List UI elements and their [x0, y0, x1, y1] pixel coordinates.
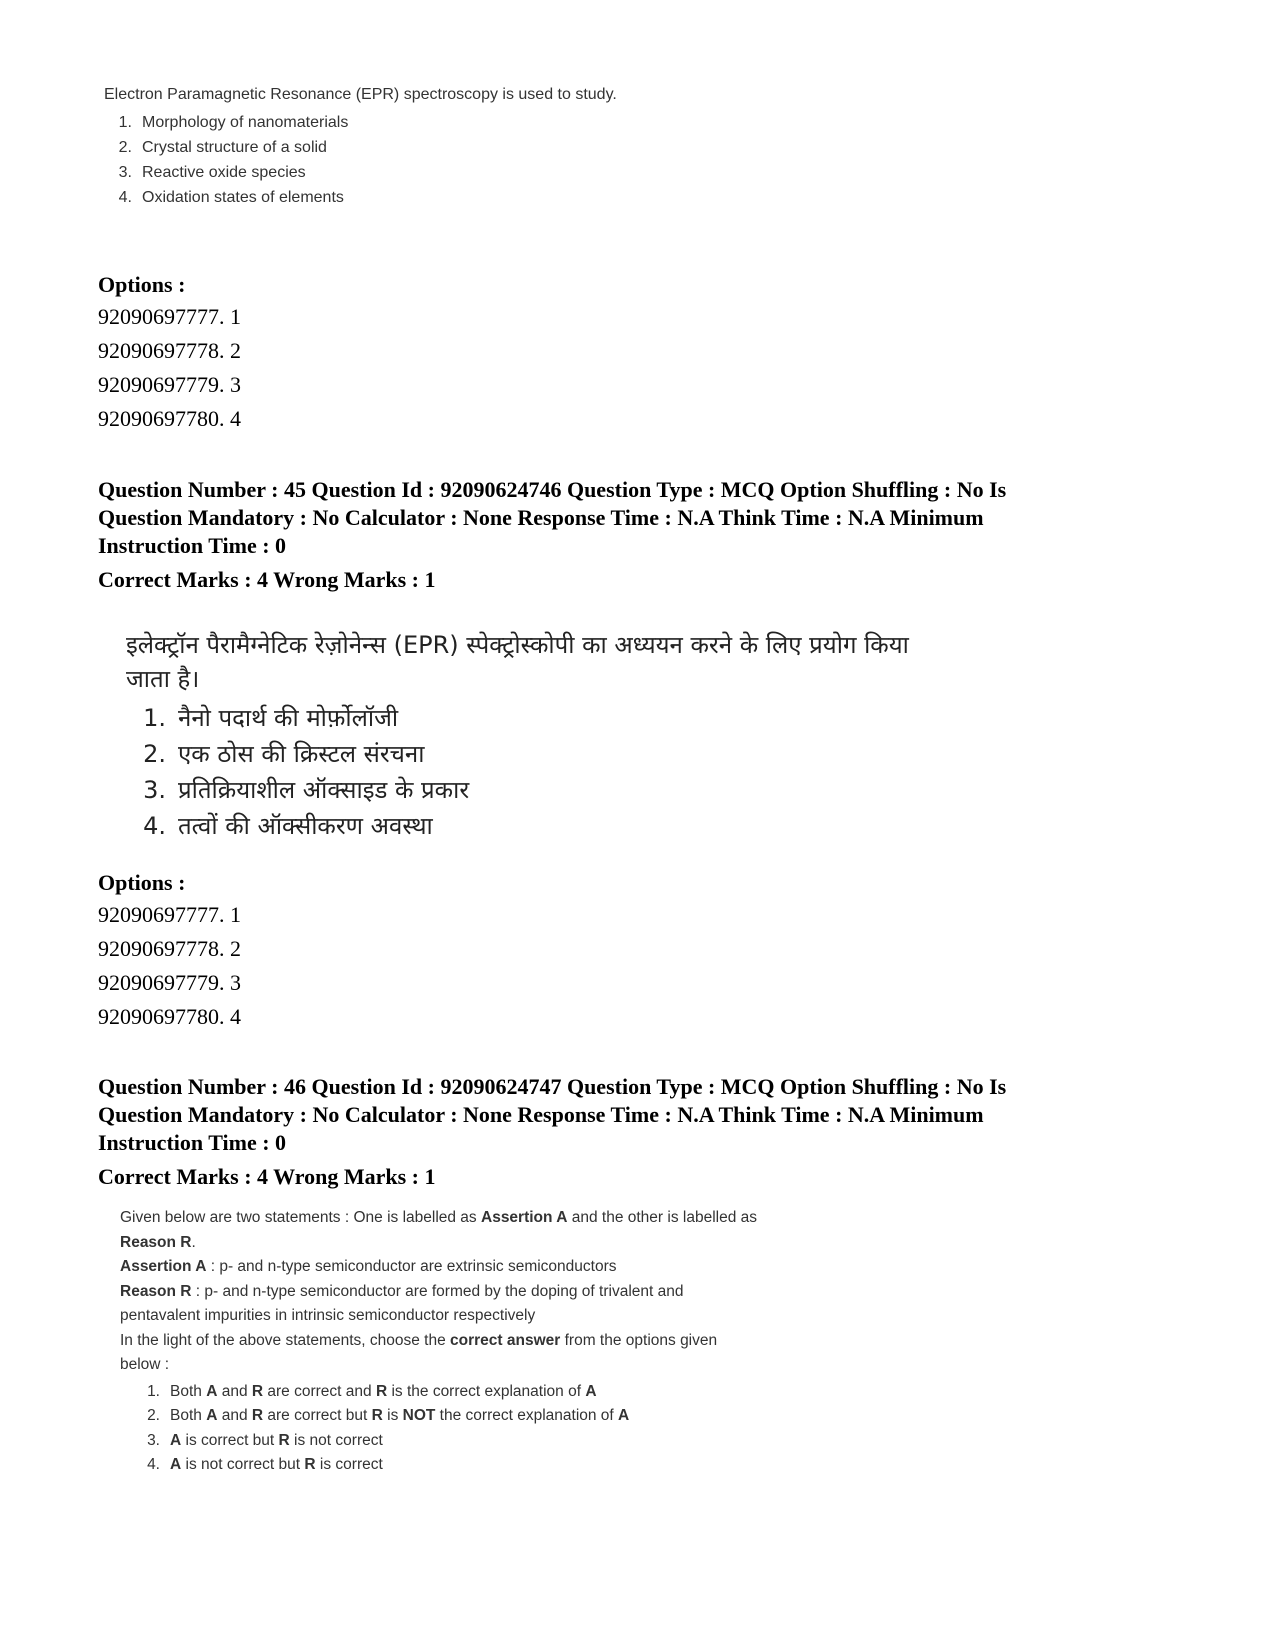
- question-stem: Electron Paramagnetic Resonance (EPR) spectroscopy is used to study.: [104, 86, 617, 103]
- choice-item: 3. प्रतिक्रियाशील ऑक्साइड के प्रकार: [143, 776, 470, 804]
- option-row: 92090697777. 1: [98, 304, 241, 329]
- options-list: [98, 270, 241, 436]
- reason-statement: Reason R : p- and n-type semiconductor are formed by the doping of trivalent and pentavalent impurities in intrinsic semiconductor respectively: [120, 1282, 684, 1324]
- choice-item: 1. नैनो पदार्थ की मोर्फ़ोलॉजी: [143, 704, 399, 732]
- choice-item: 4. A is not correct but R is correct: [147, 1456, 383, 1473]
- assertion-statement: Assertion A : p- and n-type semiconductor are extrinsic semiconductors: [120, 1258, 617, 1275]
- option-row: 92090697777. 1: [98, 902, 241, 927]
- choice-item: 1. Morphology of nanomaterials: [118, 114, 349, 131]
- question-image-hindi: [126, 628, 986, 844]
- choice-item: 2. Both A and R are correct but R is NOT the correct explanation of A: [147, 1407, 630, 1424]
- meta-line: Question Mandatory : No Calculator : None Response Time : N.A Think Time : N.A Minimum: [98, 505, 984, 530]
- question-intro: Given below are two statements : One is labelled as Assertion A and the other is labelled as Reason R.: [120, 1209, 757, 1251]
- options-header: Options :: [98, 870, 186, 895]
- option-row: 92090697780. 4: [98, 1004, 241, 1029]
- meta-line: Question Number : 46 Question Id : 92090624747 Question Type : MCQ Option Shuffling : No Is: [98, 1074, 1007, 1099]
- question-instruction: In the light of the above statements, choose the correct answer from the options given below :: [120, 1331, 718, 1373]
- options-header: Options :: [98, 272, 186, 297]
- choice-item: 4. Oxidation states of elements: [118, 189, 344, 206]
- choice-item: 2. Crystal structure of a solid: [118, 139, 327, 156]
- choice-item: 4. तत्वों की ऑक्सीकरण अवस्था: [143, 812, 433, 840]
- question-image-assertion-reason: [120, 1206, 760, 1478]
- option-row: 92090697778. 2: [98, 338, 241, 363]
- option-row: 92090697779. 3: [98, 970, 241, 995]
- question-meta: [98, 476, 1188, 594]
- meta-line: Instruction Time : 0: [98, 533, 287, 558]
- choice-item: 3. A is correct but R is not correct: [147, 1431, 383, 1449]
- question-choices: [104, 110, 664, 210]
- choice-item: 3. Reactive oxide species: [118, 164, 306, 181]
- choice-item: 2. एक ठोस की क्रिस्टल संरचना: [143, 740, 425, 768]
- question-choices: [120, 1380, 760, 1478]
- question-meta: [98, 1073, 1188, 1191]
- option-row: 92090697780. 4: [98, 406, 241, 431]
- question-choices-hindi: [132, 700, 986, 844]
- marks-line: Correct Marks : 4 Wrong Marks : 1: [98, 567, 436, 592]
- choice-item: 1. Both A and R are correct and R is the correct explanation of A: [147, 1382, 597, 1400]
- question-stem-hindi: इलेक्ट्रॉन पैरामैग्नेटिक रेज़ोनेन्स (EPR) स्पेक्ट्रोस्कोपी का अध्ययन करने के लिए प्रयोग किया जाता है।: [126, 631, 909, 693]
- question-image-english: [104, 84, 664, 210]
- meta-line: Question Number : 45 Question Id : 92090624746 Question Type : MCQ Option Shuffling : No Is: [98, 477, 1007, 502]
- option-row: 92090697778. 2: [98, 936, 241, 961]
- meta-line: Instruction Time : 0: [98, 1130, 287, 1155]
- marks-line: Correct Marks : 4 Wrong Marks : 1: [98, 1164, 436, 1189]
- meta-line: Question Mandatory : No Calculator : None Response Time : N.A Think Time : N.A Minimum: [98, 1102, 984, 1127]
- options-list: [98, 868, 241, 1034]
- option-row: 92090697779. 3: [98, 372, 241, 397]
